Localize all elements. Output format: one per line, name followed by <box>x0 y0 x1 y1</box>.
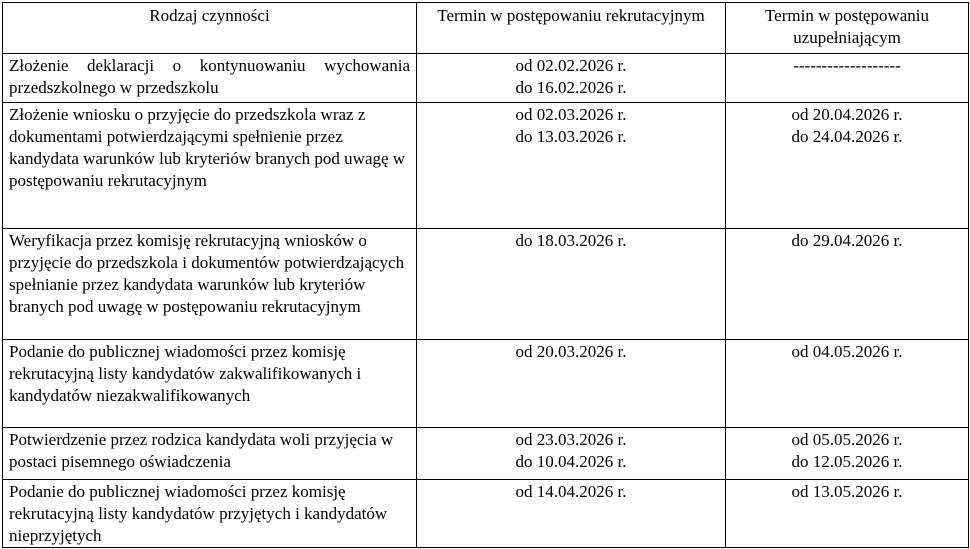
supplementary-term-cell <box>726 229 969 340</box>
header-supplementary-term: Termin w postępowaniu uzupełniającym <box>726 3 969 54</box>
recruitment-term-cell <box>417 480 726 548</box>
recruitment-term-cell <box>417 103 726 229</box>
date-line: do 18.03.2026 r. <box>515 231 627 250</box>
activity-cell: Złożenie wniosku o przyjęcie do przedszkola wraz z dokumentami potwierdzającymi spełnienie przez kandydata warunków lub kryteriów branych pod uwagę w postępowaniu rekrutacyjnym <box>3 103 417 229</box>
header-activity-type: Rodzaj czynności <box>3 3 417 54</box>
table-row <box>3 480 969 548</box>
supplementary-term-cell <box>726 54 969 103</box>
table-row <box>3 340 969 428</box>
activity-cell: Podanie do publicznej wiadomości przez komisję rekrutacyjną listy kandydatów zakwalifikowanych i kandydatów niezakwalifikowanych <box>3 340 417 428</box>
date-line: od 20.03.2026 r. <box>515 342 627 361</box>
recruitment-term-cell <box>417 340 726 428</box>
activity-cell: Weryfikacja przez komisję rekrutacyjną wniosków o przyjęcie do przedszkola i dokumentów potwierdzających spełnianie przez kandydata warunków lub kryteriów branych pod uwagę w postępowaniu rekrutacyjnym <box>3 229 417 340</box>
date-line: do 13.03.2026 r. <box>515 127 627 146</box>
header-recruitment-term: Termin w postępowaniu rekrutacyjnym <box>417 3 726 54</box>
supplementary-term-cell <box>726 428 969 480</box>
date-line: od 02.02.2026 r. <box>515 56 627 75</box>
schedule-table <box>2 2 969 548</box>
date-line: od 04.05.2026 r. <box>791 342 903 361</box>
date-line: ------------------- <box>793 56 901 75</box>
recruitment-term-cell <box>417 428 726 480</box>
date-line: od 05.05.2026 r. <box>791 430 903 449</box>
activity-cell: Potwierdzenie przez rodzica kandydata woli przyjęcia w postaci pisemnego oświadczenia <box>3 428 417 480</box>
date-line: od 20.04.2026 r. <box>791 105 903 124</box>
date-line: do 24.04.2026 r. <box>791 127 903 146</box>
activity-cell: Złożenie deklaracji o kontynuowaniu wychowania przedszkolnego w przedszkolu <box>3 54 417 103</box>
table-row <box>3 229 969 340</box>
date-line: od 13.05.2026 r. <box>791 482 903 501</box>
supplementary-term-cell <box>726 103 969 229</box>
recruitment-term-cell <box>417 54 726 103</box>
date-line: od 02.03.2026 r. <box>515 105 627 124</box>
supplementary-term-cell <box>726 480 969 548</box>
date-line: od 14.04.2026 r. <box>515 482 627 501</box>
table-row <box>3 103 969 229</box>
date-line: do 12.05.2026 r. <box>791 452 903 471</box>
activity-cell: Podanie do publicznej wiadomości przez komisję rekrutacyjną listy kandydatów przyjętych i kandydatów nieprzyjętych <box>3 480 417 548</box>
supplementary-term-cell <box>726 340 969 428</box>
date-line: do 16.02.2026 r. <box>515 78 627 97</box>
recruitment-term-cell <box>417 229 726 340</box>
header-row <box>3 3 969 54</box>
date-line: od 23.03.2026 r. <box>515 430 627 449</box>
date-line: do 10.04.2026 r. <box>515 452 627 471</box>
date-line: do 29.04.2026 r. <box>791 231 903 250</box>
table-row <box>3 54 969 103</box>
table-row <box>3 428 969 480</box>
